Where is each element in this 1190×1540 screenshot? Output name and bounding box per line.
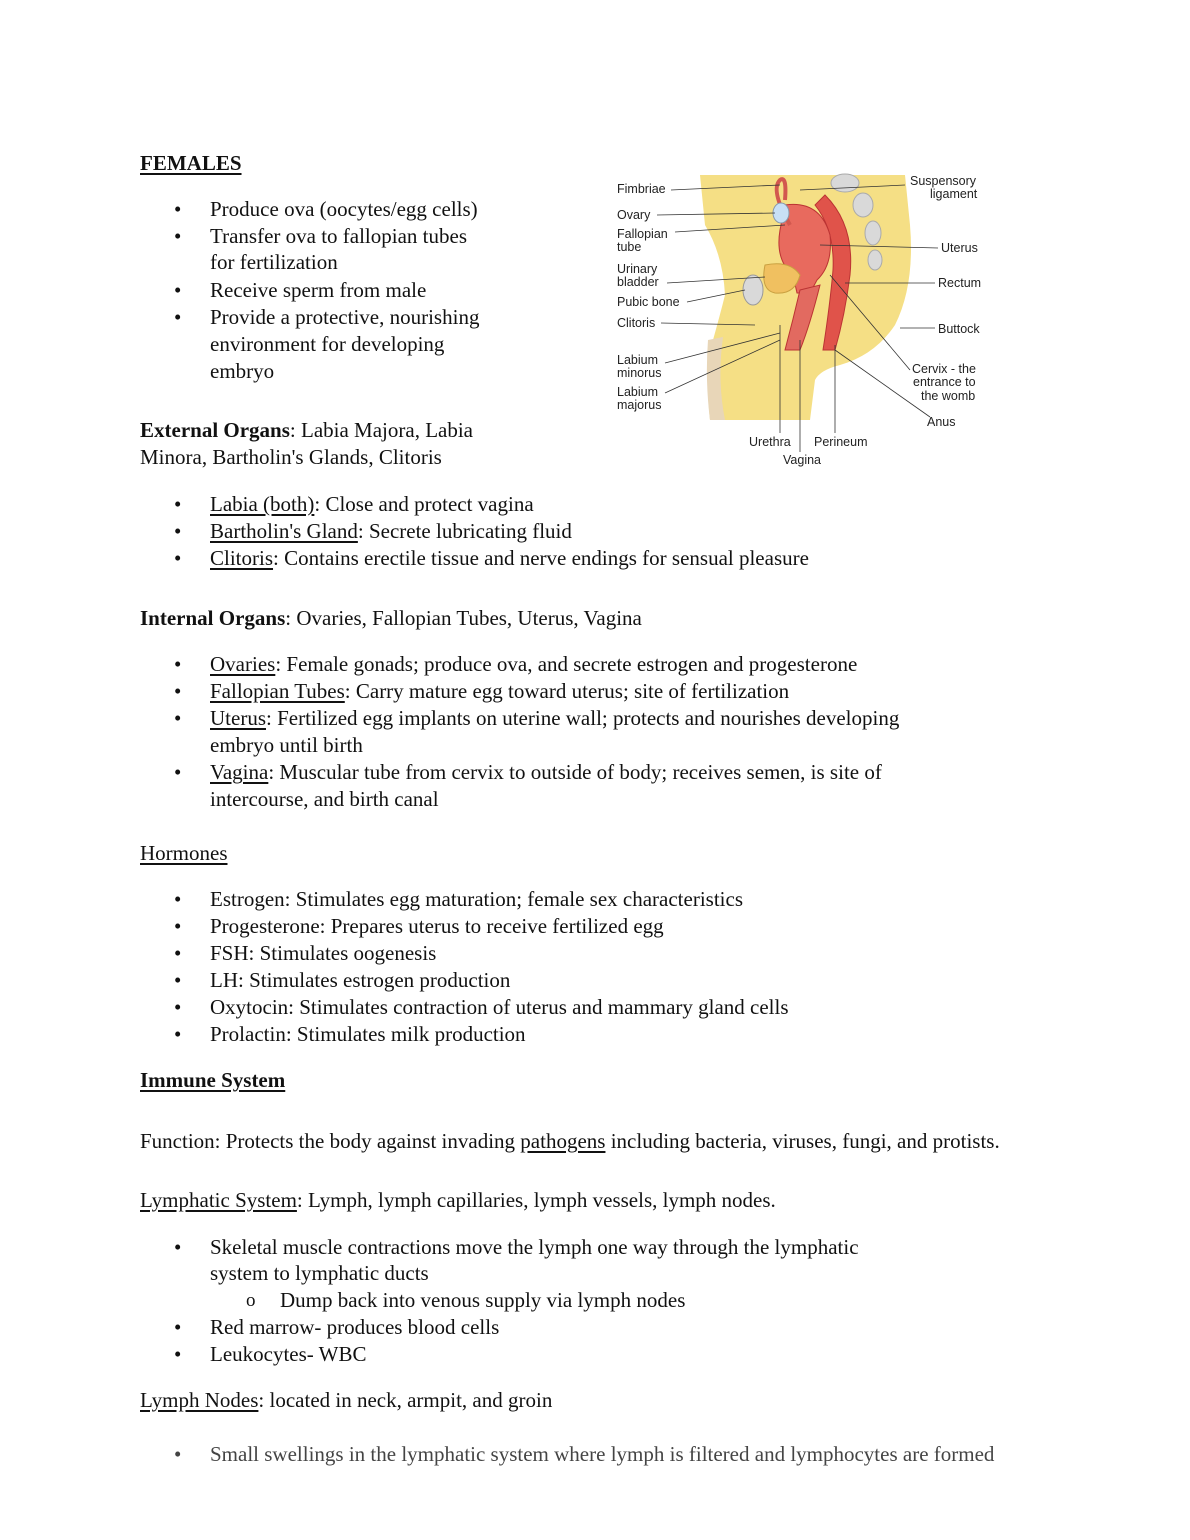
term: Bartholin's Gland — [210, 519, 358, 543]
desc: : Fertilized egg implants on uterine wall; protects and nourishes developing — [266, 706, 900, 730]
ovary-shape — [773, 203, 789, 223]
immune-function — [140, 1128, 1000, 1155]
external-organs-list: : Labia Majora, Labia — [289, 418, 474, 442]
desc: : located in neck, armpit, and groin — [258, 1388, 553, 1412]
list-item: • Progesterone: Prepares uterus to receive fertilized egg — [210, 913, 664, 940]
label-anus: Anus — [927, 415, 956, 429]
hormones-heading: Hormones — [140, 841, 228, 865]
internal-organs-label: Internal Organs — [140, 606, 286, 630]
internal-organs-line — [140, 605, 642, 632]
label-fallopian-2: tube — [617, 240, 642, 254]
desc: : Contains erectile tissue and nerve endings for sensual pleasure — [273, 546, 809, 570]
label-suspensory-2: ligament — [930, 187, 978, 201]
list-item: • FSH: Stimulates oogenesis — [210, 940, 436, 967]
list-item: • Prolactin: Stimulates milk production — [210, 1021, 526, 1048]
label-pubic-bone: Pubic bone — [617, 295, 680, 309]
list-item: • Leukocytes- WBC — [210, 1341, 367, 1368]
label-suspensory: Suspensory — [910, 174, 977, 188]
term: Uterus — [210, 706, 266, 730]
list-item: • Estrogen: Stimulates egg maturation; female sex characteristics — [210, 886, 743, 913]
label-labium-minorus-2: minorus — [617, 366, 662, 380]
label-clitoris: Clitoris — [617, 316, 656, 330]
term: Fallopian Tubes — [210, 679, 345, 703]
list-item — [210, 491, 534, 518]
females-heading: FEMALES — [140, 151, 242, 175]
sub-list-item: o Dump back into venous supply via lymph nodes — [280, 1287, 685, 1314]
list-item: • Produce ova (oocytes/egg cells) — [210, 196, 478, 223]
immune-heading: Immune System — [140, 1068, 286, 1092]
female-anatomy-diagram — [605, 165, 995, 470]
term: Clitoris — [210, 546, 274, 570]
label-buttock: Buttock — [938, 322, 980, 336]
term: Labia (both) — [210, 492, 315, 516]
label-labium-majorus: Labium — [617, 385, 658, 399]
label-ovary: Ovary — [617, 208, 651, 222]
label-fallopian: Fallopian — [617, 227, 668, 241]
lymphatic-system-line — [140, 1187, 776, 1214]
pubic-bone-shape — [743, 275, 763, 305]
list-item-continuation: embryo until birth — [210, 733, 363, 757]
desc: : Close and protect vagina — [314, 492, 534, 516]
external-organs-line — [140, 417, 473, 444]
term: Lymphatic System — [140, 1188, 297, 1212]
external-organs-line2: Minora, Bartholin's Glands, Clitoris — [140, 445, 442, 469]
list-item: • Red marrow- produces blood cells — [210, 1314, 499, 1341]
label-urethra: Urethra — [749, 435, 791, 449]
desc: : Lymph, lymph capillaries, lymph vessels, lymph nodes. — [296, 1188, 776, 1212]
internal-organs-list: : Ovaries, Fallopian Tubes, Uterus, Vagina — [285, 606, 642, 630]
lymph-nodes-line — [140, 1387, 552, 1414]
term: Vagina — [210, 760, 269, 784]
list-item: • Receive sperm from male — [210, 277, 426, 304]
list-item-continuation: embryo — [210, 359, 275, 383]
label-uterus: Uterus — [941, 241, 978, 255]
list-item — [210, 678, 789, 705]
label-cervix-3: the womb — [921, 389, 976, 403]
list-item: • Skeletal muscle contractions move the lymph one way through the lymphatic — [210, 1234, 859, 1261]
desc: : Muscular tube from cervix to outside of body; receives semen, is site of — [268, 760, 882, 784]
list-item: • Oxytocin: Stimulates contraction of uterus and mammary gland cells — [210, 994, 789, 1021]
list-item — [210, 759, 882, 786]
list-item: • Provide a protective, nourishing — [210, 304, 479, 331]
term: Ovaries — [210, 652, 276, 676]
list-item-continuation: intercourse, and birth canal — [210, 787, 439, 811]
list-item — [210, 518, 572, 545]
function-text-end: including bacteria, viruses, fungi, and protists. — [605, 1129, 1000, 1153]
list-item — [210, 705, 899, 732]
pathogens-term: pathogens — [520, 1129, 606, 1153]
external-organs-label: External Organs — [140, 418, 290, 442]
label-fimbriae: Fimbriae — [617, 182, 666, 196]
label-cervix-2: entrance to — [913, 375, 976, 389]
list-item-continuation: system to lymphatic ducts — [210, 1261, 429, 1285]
label-urinary: Urinary — [617, 262, 658, 276]
list-item: • Transfer ova to fallopian tubes — [210, 223, 467, 250]
label-urinary-2: bladder — [617, 275, 659, 289]
label-rectum: Rectum — [938, 276, 982, 290]
label-labium-minorus: Labium — [617, 353, 658, 367]
desc: : Carry mature egg toward uterus; site of fertilization — [344, 679, 790, 703]
label-labium-majorus-2: majorus — [617, 398, 662, 412]
desc: : Female gonads; produce ova, and secrete estrogen and progesterone — [275, 652, 858, 676]
list-item-continuation: for fertilization — [210, 250, 338, 274]
list-item-continuation: environment for developing — [210, 332, 445, 356]
list-item — [210, 545, 809, 572]
list-item: • LH: Stimulates estrogen production — [210, 967, 510, 994]
list-item: • Small swellings in the lymphatic system where lymph is filtered and lymphocytes are formed — [210, 1441, 994, 1468]
term: Lymph Nodes — [140, 1388, 259, 1412]
label-perineum: Perineum — [814, 435, 868, 449]
label-cervix: Cervix - the — [912, 362, 976, 376]
desc: : Secrete lubricating fluid — [357, 519, 572, 543]
list-item — [210, 651, 857, 678]
function-text: Function: Protects the body against invading — [140, 1129, 521, 1153]
label-vagina: Vagina — [783, 453, 821, 467]
